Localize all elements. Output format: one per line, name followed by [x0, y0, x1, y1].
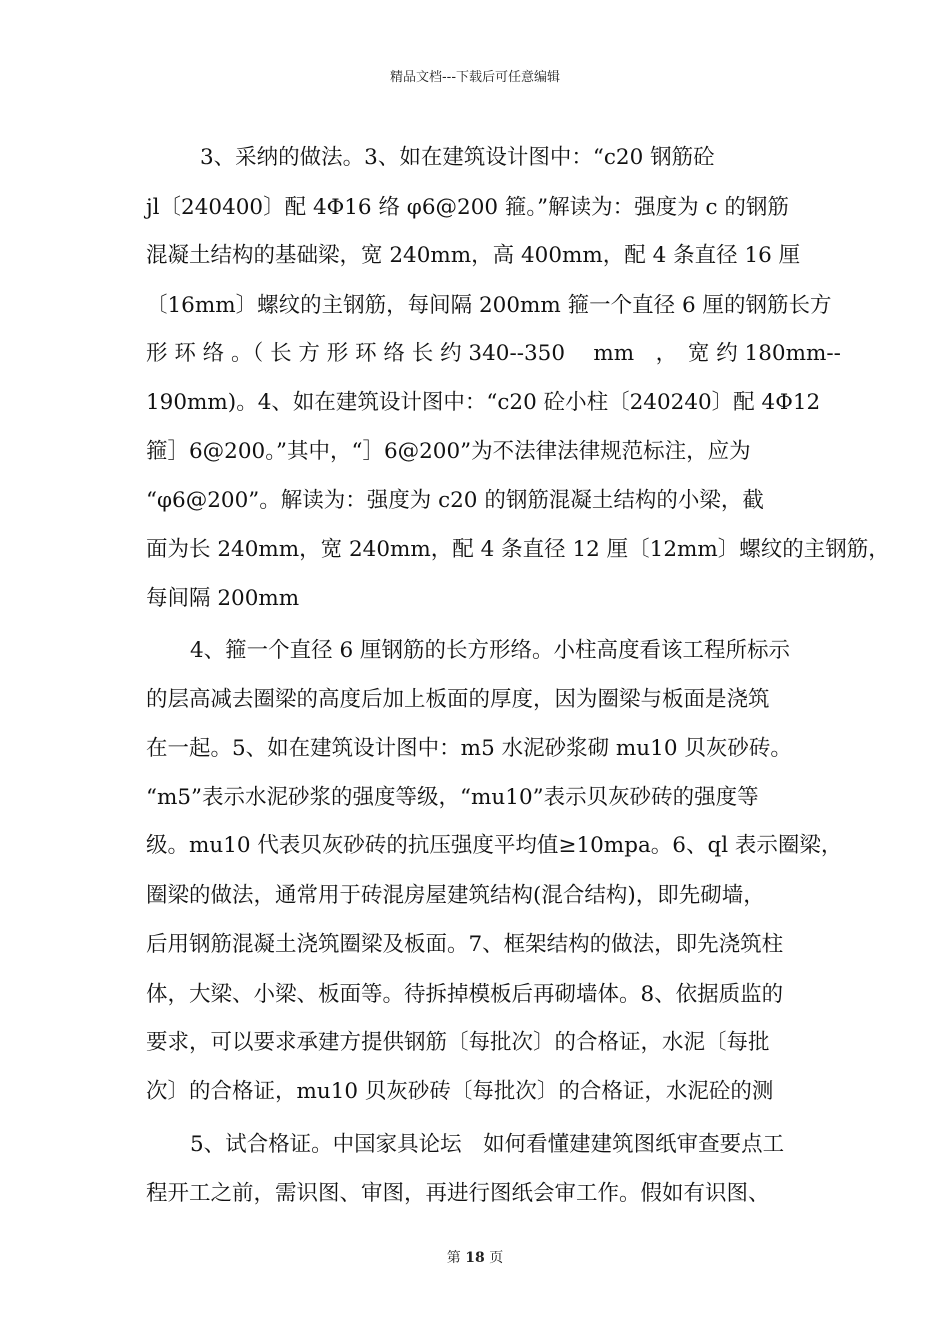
footer-prefix: 第: [446, 1250, 461, 1266]
text-line: 混凝土结构的基础梁，宽 240mm，高 400mm，配 4 条直径 16 厘: [146, 243, 801, 268]
text-line: 体，大梁、小梁、板面等。待拆掉模板后再砌墙体。8、依据质监的: [146, 982, 784, 1007]
text-line: 的层高减去圈梁的高度后加上板面的厚度，因为圈梁与板面是浇筑: [146, 687, 770, 712]
text-line: 箍］6@200。”其中，“］6@200”为不法律法律规范标注，应为: [146, 439, 751, 464]
text-line: 要求，可以要求承建方提供钢筋〔每批次〕的合格证，水泥〔每批: [146, 1030, 770, 1055]
text-line: 圈梁的做法，通常用于砖混房屋建筑结构(混合结构)，即先砌墙，: [146, 883, 765, 908]
page-number: 18: [465, 1250, 485, 1266]
text-line: 形 环 络 。（ 长 方 形 环 络 长 约 340--350 mm ， 宽 约 180mm--: [146, 341, 841, 366]
text-line: 4、箍一个直径 6 厘钢筋的长方形络。小柱高度看该工程所标示: [190, 638, 791, 663]
text-line: 级。mu10 代表贝灰砂砖的抗压强度平均值≥10mpa。6、ql 表示圈梁，: [146, 833, 843, 858]
text-line: “m5”表示水泥砂浆的强度等级，“mu10”表示贝灰砂砖的强度等: [146, 785, 759, 810]
text-line: “φ6@200”。解读为：强度为 c20 的钢筋混凝土结构的小梁，截: [146, 488, 764, 513]
text-line: 每间隔 200mm: [146, 586, 300, 611]
text-line: 程开工之前，需识图、审图，再进行图纸会审工作。假如有识图、: [146, 1181, 770, 1206]
text-line: jl〔240400〕配 4Φ16 络 φ6@200 箍。”解读为：强度为 c 的钢筋: [146, 195, 789, 220]
text-line: 次〕的合格证，mu10 贝灰砂砖〔每批次〕的合格证，水泥砼的测: [146, 1079, 774, 1104]
text-line: 5、试合格证。中国家具论坛 如何看懂建建筑图纸审查要点工: [190, 1132, 785, 1157]
text-line: 在一起。5、如在建筑设计图中：m5 水泥砂浆砌 mu10 贝灰砂砖。: [146, 736, 792, 761]
page-footer: [0, 1247, 950, 1267]
text-line: 面为长 240mm，宽 240mm，配 4 条直径 12 厘〔12mm〕螺纹的主钢筋，: [146, 537, 890, 562]
footer-suffix: 页: [489, 1250, 504, 1266]
text-line: 3、采纳的做法。3、如在建筑设计图中：“c20 钢筋砼: [200, 145, 715, 170]
text-line: 190mm)。4、如在建筑设计图中：“c20 砼小柱〔240240〕配 4Φ12: [146, 390, 821, 415]
text-line: 〔16mm〕螺纹的主钢筋，每间隔 200mm 箍一个直径 6 厘的钢筋长方: [146, 293, 832, 318]
text-line: 后用钢筋混凝土浇筑圈梁及板面。7、框架结构的做法，即先浇筑柱: [146, 932, 784, 957]
page-header: 精品文档---下载后可任意编辑: [389, 70, 561, 85]
